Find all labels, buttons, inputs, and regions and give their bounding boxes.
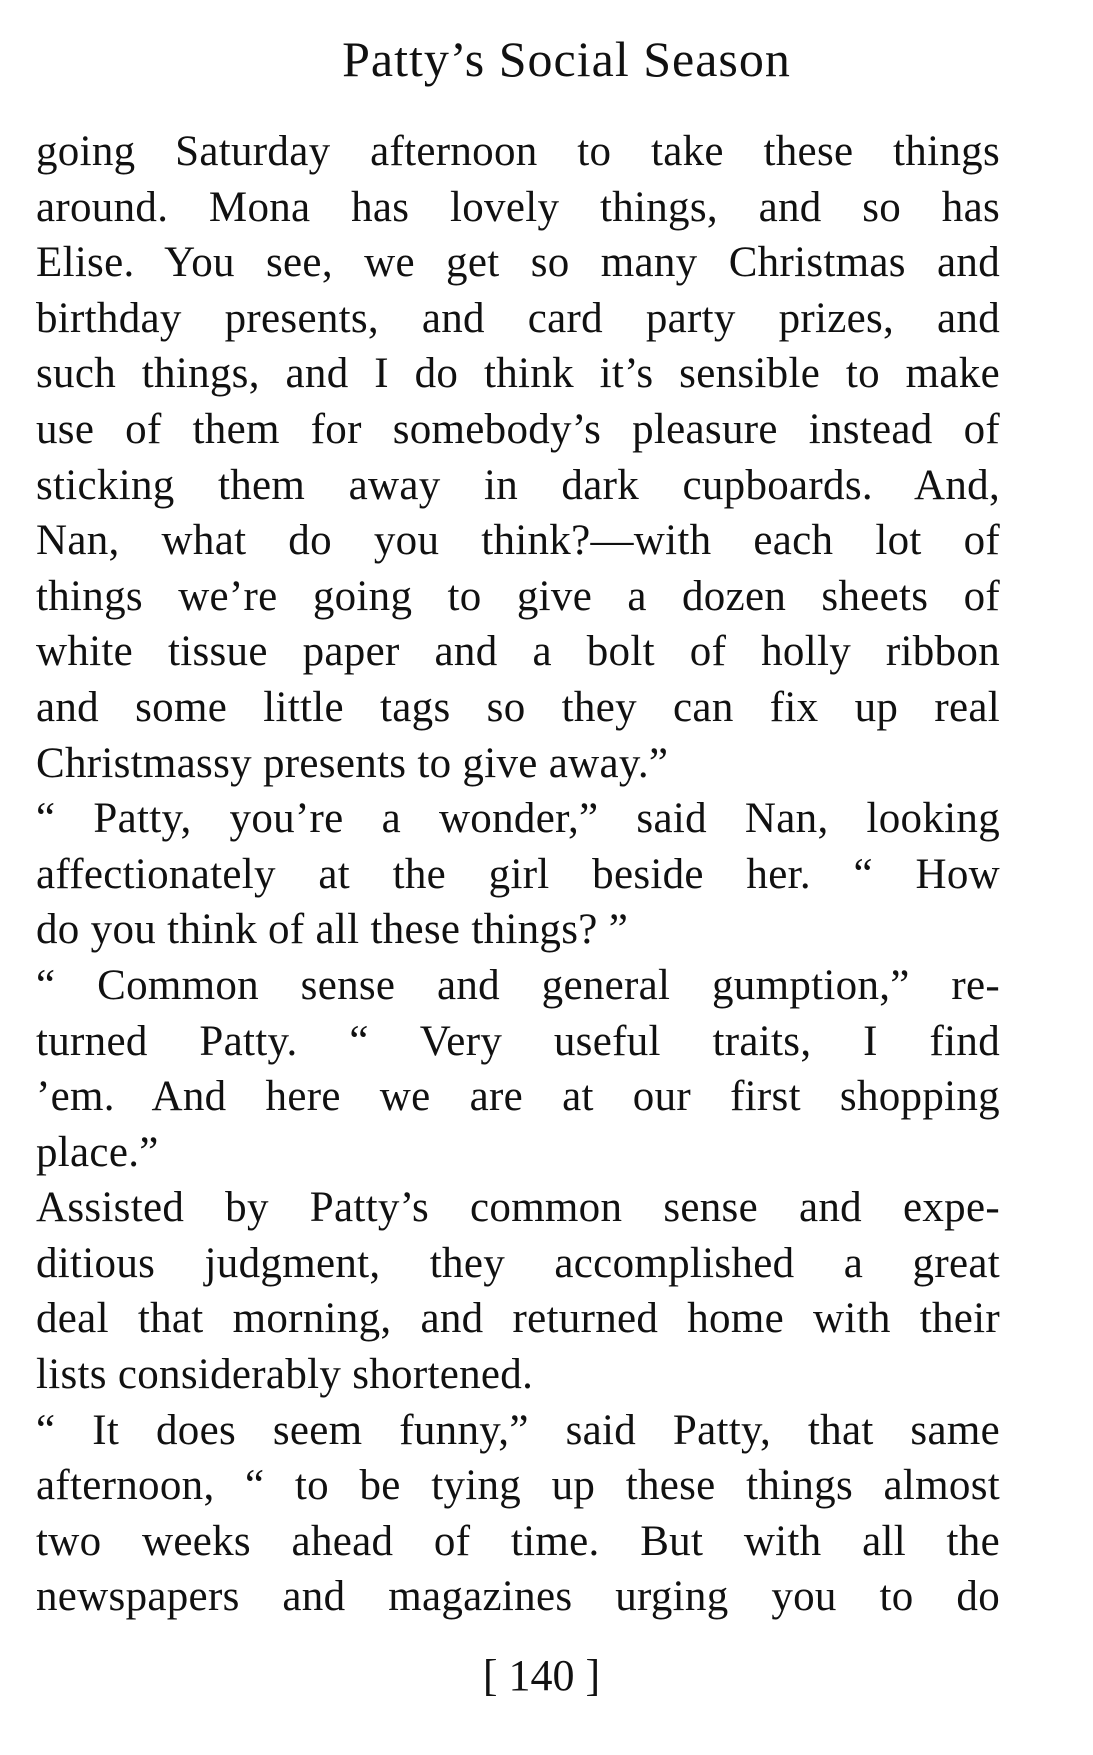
text-line: Elise. You see, we get so many Christmas and — [36, 239, 1000, 287]
text-line: use of them for somebody’s pleasure instead of — [36, 405, 1000, 453]
text-line: around. Mona has lovely things, and so has — [36, 183, 1000, 231]
text-line: sticking them away in dark cupboards. And, — [36, 461, 1000, 509]
text-line: place.” — [36, 1128, 159, 1176]
text-line: lists considerably shortened. — [36, 1351, 534, 1399]
text-line: “ Common sense and general gumption,” re- — [36, 961, 1000, 1009]
body-text — [36, 124, 1000, 1625]
text-line: afternoon, “ to be tying up these things almost — [36, 1462, 1000, 1510]
text-line: two weeks ahead of time. But with all the — [36, 1517, 1000, 1565]
text-line: ’em. And here we are at our first shopping — [36, 1073, 1000, 1121]
page-number: [ 140 ] — [482, 1651, 601, 1700]
text-line: affectionately at the girl beside her. “ How — [36, 850, 1000, 898]
text-line: birthday presents, and card party prizes, and — [36, 294, 1000, 342]
text-line: and some little tags so they can fix up real — [36, 683, 1000, 731]
running-head: Patty’s Social Season — [342, 31, 791, 87]
text-line: deal that morning, and returned home with their — [36, 1295, 1000, 1343]
text-line: going Saturday afternoon to take these things — [36, 128, 1000, 175]
text-line: Assisted by Patty’s common sense and expe- — [36, 1184, 1000, 1232]
text-line: white tissue paper and a bolt of holly ribbon — [36, 628, 1000, 676]
text-line: newspapers and magazines urging you to do — [36, 1573, 1000, 1621]
text-line: “ It does seem funny,” said Patty, that same — [36, 1406, 1000, 1454]
text-line: things we’re going to give a dozen sheets of — [36, 572, 1000, 620]
text-line: Nan, what do you think?—with each lot of — [36, 517, 1000, 565]
text-line: ditious judgment, they accomplished a great — [36, 1239, 1000, 1287]
text-line: turned Patty. “ Very useful traits, I find — [36, 1017, 1000, 1065]
text-line: “ Patty, you’re a wonder,” said Nan, looking — [36, 795, 1000, 843]
text-line: do you think of all these things? ” — [36, 906, 629, 954]
text-line: such things, and I do think it’s sensible to make — [36, 350, 1000, 398]
text-line: Christmassy presents to give away.” — [36, 739, 669, 787]
